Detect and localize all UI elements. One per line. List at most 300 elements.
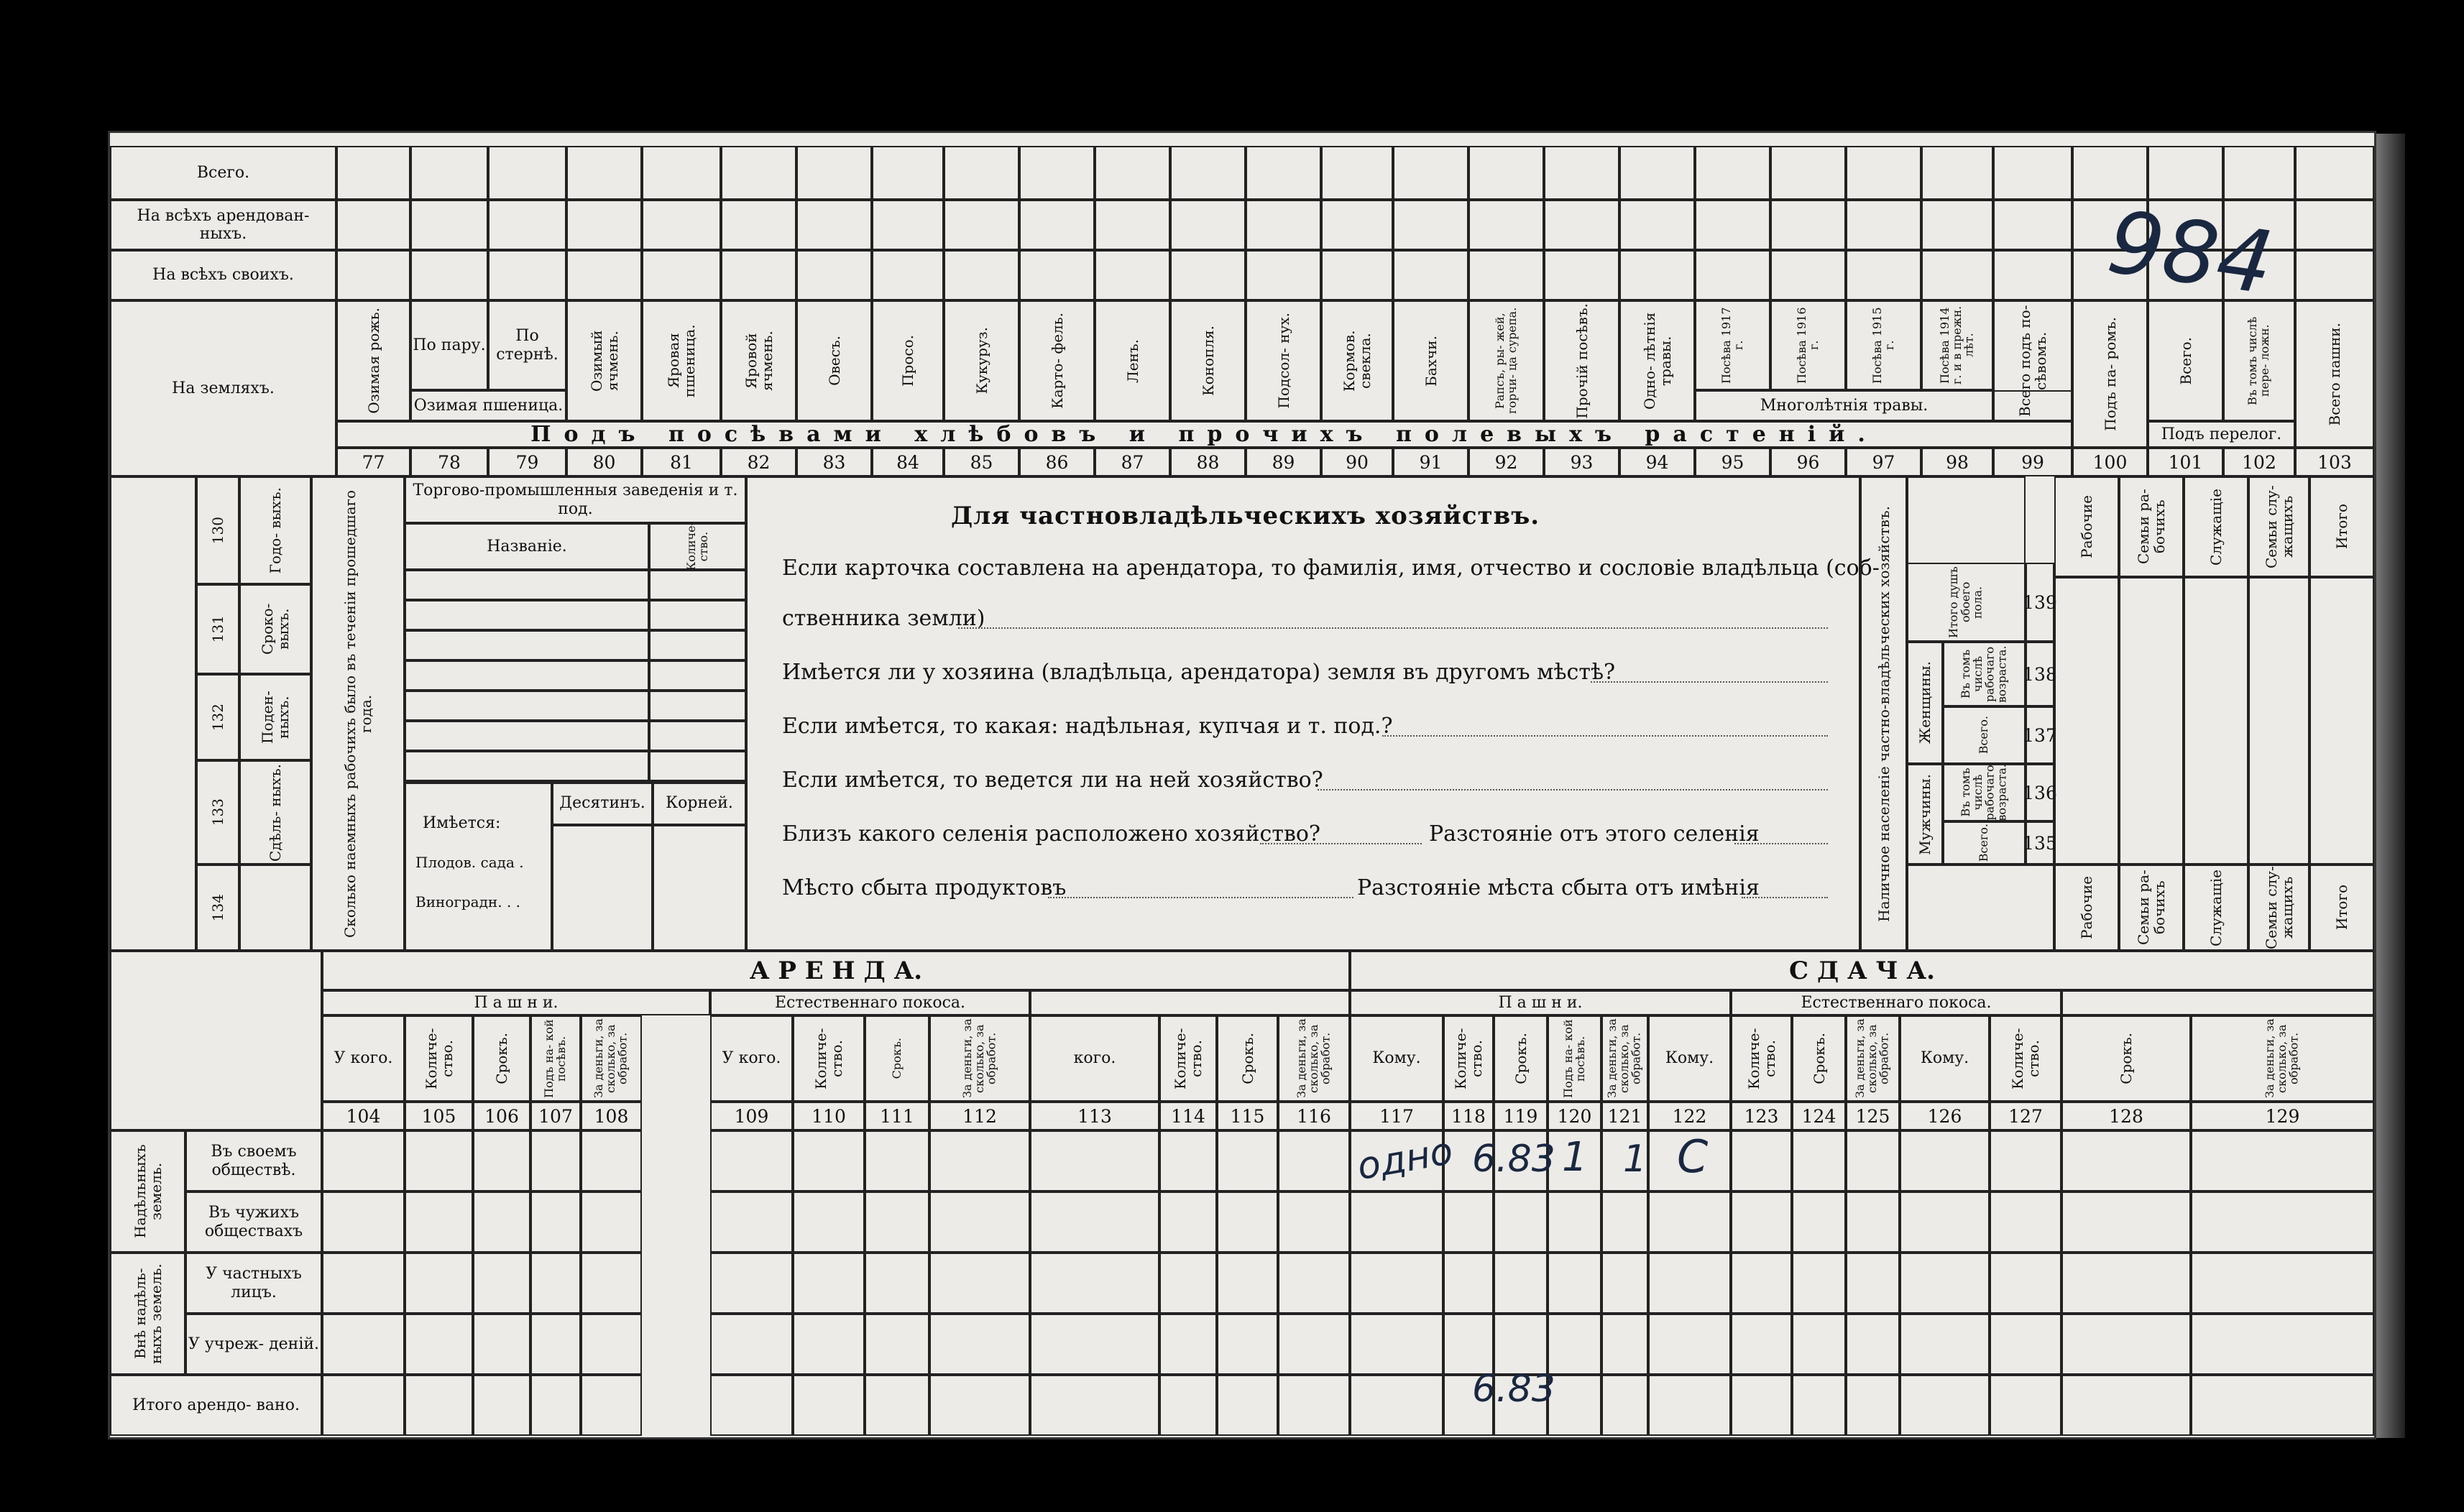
crop-number-91 <box>1393 448 1468 476</box>
row-v-chuzhih <box>185 1191 322 1253</box>
perelog-label-label: Подъ перелог. <box>2161 425 2282 443</box>
hw-pod-posev: 1 <box>1623 1138 1647 1181</box>
arenda-number-124-label: 124 <box>1801 1105 1836 1127</box>
crop-total-cell <box>2148 146 2223 200</box>
crop-total-cell <box>1619 250 1695 300</box>
population-col-bottom-0 <box>2054 865 2119 951</box>
row-arendovannyh-label: На всѣхъ арендован- ныхъ. <box>137 206 310 243</box>
arenda-pokos-label: Естественнаго покоса. <box>774 993 965 1012</box>
arenda-header-123 <box>1731 1015 1792 1102</box>
crop-total-cell <box>2072 146 2148 200</box>
crop-total-cell <box>872 200 944 250</box>
trade-row-qty <box>649 570 746 600</box>
pop-number-136 <box>2023 764 2057 821</box>
crop-header-83-label: Овесъ. <box>825 336 843 386</box>
arenda-header-107-label: Подъ на- кой посѣвъ. <box>542 1019 568 1098</box>
crop-total-cell <box>642 146 721 200</box>
arenda-value-cell <box>405 1191 473 1253</box>
arenda-number-118-label: 118 <box>1451 1105 1486 1127</box>
crop-total-cell <box>488 250 566 300</box>
crop-total-cell <box>1170 250 1246 300</box>
arenda-header-118-label: Количе- ство. <box>1452 1028 1485 1089</box>
arenda-value-cell <box>1217 1191 1278 1253</box>
population-col-bottom-1-label: Семьи ра- бочихъ <box>2135 870 2168 946</box>
arenda-value-cell <box>1278 1375 1350 1436</box>
arenda-header-113 <box>1030 1015 1159 1102</box>
sdacha-title-label: С Д А Ч А. <box>1789 956 1935 985</box>
arenda-header-106 <box>473 1015 530 1102</box>
crop-total-cell <box>721 250 796 300</box>
crop-header-84 <box>872 300 944 421</box>
row-v-chuzhih-label: Въ чужихъ обществахъ <box>204 1204 303 1240</box>
perelog-label <box>2148 421 2295 448</box>
trade-header <box>405 476 746 523</box>
trade-qty-col <box>649 523 746 570</box>
worker-number-132-label: 132 <box>209 703 226 732</box>
arenda-value-cell <box>405 1375 473 1436</box>
arenda-value-cell <box>1159 1130 1217 1191</box>
question-5b: Разстояніе отъ этого селенія <box>1429 821 1760 847</box>
arenda-number-127-label: 127 <box>2008 1105 2043 1127</box>
arenda-value-cell <box>581 1253 642 1314</box>
crop-total-cell <box>1019 200 1095 250</box>
arenda-value-cell <box>1443 1253 1494 1314</box>
korney-col-label: Корней. <box>666 794 733 813</box>
arenda-header-126-label: Кому. <box>1920 1049 1969 1068</box>
population-col-bottom-2-label: Служащіе <box>2207 869 2225 946</box>
arenda-value-cell <box>1900 1191 1990 1253</box>
crop-header-94-label: Одно- лѣтнія травы. <box>1640 312 1674 410</box>
crop-total-cell <box>1695 250 1770 300</box>
crop-total-cell <box>796 250 872 300</box>
crop-header-95-label: Посѣва 1917 г. <box>1719 307 1745 384</box>
handwritten-sheet-number: 984 <box>2102 192 2279 315</box>
arenda-value-cell <box>581 1314 642 1375</box>
trade-qty-col-label: Количе- ство. <box>684 522 710 571</box>
crop-number-82-label: 82 <box>747 451 771 473</box>
crop-header-100 <box>2072 300 2148 448</box>
population-col-bottom-3-label: Семьи слу- жащихъ <box>2262 866 2296 949</box>
population-col-top-1-label: Семьи ра- бочихъ <box>2135 489 2168 565</box>
row-v-svoem <box>185 1130 322 1191</box>
crop-number-95 <box>1695 448 1770 476</box>
arenda-value-cell <box>1548 1191 1601 1253</box>
mnogoletnie-travy-label-label: Многолѣтнія травы. <box>1760 396 1929 415</box>
arenda-value-cell <box>710 1130 793 1191</box>
arenda-value-cell <box>2061 1253 2191 1314</box>
zhen-vsego-label-label: Всего. <box>1977 716 1991 755</box>
crop-header-89 <box>1246 300 1321 421</box>
arenda-pokos <box>710 990 1030 1015</box>
arenda-value-cell <box>1648 1253 1731 1314</box>
arenda-value-cell <box>1030 1253 1159 1314</box>
desyatin-values <box>552 825 653 951</box>
arenda-value-cell <box>473 1253 530 1314</box>
pop-number-138-label: 138 <box>2023 663 2057 685</box>
arenda-number-126-label: 126 <box>1927 1105 1962 1127</box>
crop-number-98 <box>1921 448 1993 476</box>
answer-line-5b <box>1734 843 1828 844</box>
arenda-value-cell <box>1350 1253 1443 1314</box>
crop-total-cell <box>1846 250 1921 300</box>
arenda-value-cell <box>1792 1375 1846 1436</box>
crop-total-cell <box>1921 146 1993 200</box>
arenda-number-109 <box>710 1102 793 1130</box>
private-title: Для частновладѣльческихъ хозяйствъ. <box>951 502 1540 530</box>
sowing-band <box>336 421 2072 448</box>
trade-row-qty <box>649 660 746 691</box>
arenda-number-112 <box>929 1102 1030 1130</box>
pop-number-137-label: 137 <box>2023 724 2057 746</box>
crop-header-103-label: Всего пашни. <box>2326 322 2343 426</box>
crop-number-78 <box>410 448 488 476</box>
crop-header-79-label: По стернѣ. <box>496 327 558 364</box>
arenda-number-112-label: 112 <box>962 1105 997 1127</box>
arenda-value-cell <box>929 1191 1030 1253</box>
zhenshchiny-label <box>1907 642 1943 764</box>
arenda-header-119 <box>1494 1015 1548 1102</box>
arenda-number-111-label: 111 <box>880 1105 914 1127</box>
zhen-vsego-label <box>1943 706 2026 764</box>
crop-header-101-label: Всего. <box>2176 336 2194 385</box>
crop-header-96 <box>1770 300 1846 390</box>
arenda-value-cell <box>929 1253 1030 1314</box>
crop-header-87-label: Ленъ. <box>1123 338 1141 383</box>
crop-number-90 <box>1321 448 1393 476</box>
worker-type-empty <box>239 865 311 951</box>
arenda-header-123-label: Количе- ство. <box>1744 1028 1778 1089</box>
question-6b: Разстояніе мѣста сбыта отъ имѣнія <box>1357 875 1760 900</box>
crop-header-86-label: Карто- фель. <box>1048 313 1066 409</box>
crop-number-88-label: 88 <box>1196 451 1220 473</box>
crop-total-cell <box>642 250 721 300</box>
arenda-number-117 <box>1350 1102 1443 1130</box>
arenda-value-cell <box>1846 1191 1900 1253</box>
arenda-value-cell <box>1731 1253 1792 1314</box>
arenda-header-121 <box>1601 1015 1648 1102</box>
arenda-value-cell <box>1846 1253 1900 1314</box>
crop-number-97-label: 97 <box>1872 451 1895 473</box>
arenda-value-cell <box>1900 1253 1990 1314</box>
crop-number-94-label: 94 <box>1645 451 1669 473</box>
crop-number-84 <box>872 448 944 476</box>
arenda-number-127 <box>1990 1102 2061 1130</box>
arenda-value-cell <box>1030 1314 1159 1375</box>
arenda-number-129 <box>2191 1102 2374 1130</box>
arenda-header-110-label: Количе- ство. <box>812 1028 845 1089</box>
arenda-value-cell <box>1278 1314 1350 1375</box>
population-value-0 <box>2054 577 2119 865</box>
worker-number-134 <box>196 865 239 951</box>
crop-number-98-label: 98 <box>1946 451 1969 473</box>
row-itogo-arendovano-label: Итого арендо- вано. <box>132 1396 300 1414</box>
crop-total-cell <box>1619 146 1695 200</box>
row-svoih <box>110 250 336 300</box>
muzhchiny-label-label: Мужчины. <box>1916 773 1934 855</box>
sdacha-title <box>1350 951 2374 990</box>
crop-number-97 <box>1846 448 1921 476</box>
crop-number-102 <box>2223 448 2295 476</box>
population-col-top-2-label: Служащіе <box>2207 488 2225 566</box>
crop-total-cell <box>796 200 872 250</box>
arenda-header-126 <box>1900 1015 1990 1102</box>
crop-total-cell <box>796 146 872 200</box>
arenda-number-114 <box>1159 1102 1217 1130</box>
group-vne-nadelnyh <box>110 1253 185 1375</box>
crop-number-81 <box>642 448 721 476</box>
sad-label: Плодов. сада . <box>415 854 524 871</box>
row-arendovannyh <box>110 200 336 250</box>
crop-total-cell <box>1921 250 1993 300</box>
crop-total-cell <box>1993 250 2072 300</box>
crop-total-cell <box>944 200 1019 250</box>
crop-header-97-label: Посѣва 1915 г. <box>1870 307 1896 384</box>
muzh-vsego-label <box>1943 821 2026 865</box>
crop-total-cell <box>336 146 410 200</box>
arenda-value-cell <box>2191 1191 2374 1253</box>
population-col-bottom-4-label: Итого <box>2333 885 2350 931</box>
crop-number-95-label: 95 <box>1721 451 1744 473</box>
row-itogo-arendovano <box>110 1375 322 1436</box>
arenda-header-107 <box>530 1015 581 1102</box>
crop-number-94 <box>1619 448 1695 476</box>
imeetsya-label: Имѣется: <box>423 814 501 832</box>
arenda-value-cell <box>530 1191 581 1253</box>
crop-total-cell <box>1321 200 1393 250</box>
crop-total-cell <box>1619 200 1695 250</box>
arenda-value-cell <box>1601 1375 1648 1436</box>
crop-header-77-label: Озимая рожь. <box>364 308 382 414</box>
arenda-header-108-label: За деньги, за сколько, за обработ. <box>592 1018 630 1099</box>
crop-header-77 <box>336 300 410 421</box>
crop-number-84-label: 84 <box>896 451 919 473</box>
arenda-number-113 <box>1030 1102 1159 1130</box>
arenda-number-128 <box>2061 1102 2191 1130</box>
worker-type-2-label: Поден- ныхъ. <box>259 691 292 744</box>
crop-number-78-label: 78 <box>438 451 461 473</box>
worker-left-margin <box>110 476 196 951</box>
arenda-value-cell <box>1350 1314 1443 1375</box>
crop-number-80 <box>566 448 642 476</box>
arenda-value-cell <box>1648 1314 1731 1375</box>
crop-number-99 <box>1993 448 2072 476</box>
crop-header-87 <box>1095 300 1170 421</box>
arenda-number-126 <box>1900 1102 1990 1130</box>
crop-header-103 <box>2295 300 2374 448</box>
arenda-value-cell <box>1217 1375 1278 1436</box>
crop-total-cell <box>2295 200 2374 250</box>
arenda-value-cell <box>1548 1314 1601 1375</box>
crop-total-cell <box>566 250 642 300</box>
crop-header-98 <box>1921 300 1993 390</box>
arenda-value-cell <box>2191 1130 2374 1191</box>
arenda-header-108 <box>581 1015 642 1102</box>
korney-values <box>653 825 746 951</box>
arenda-value-cell <box>710 1253 793 1314</box>
arenda-header-129-label: За деньги, за сколько, за обработ. <box>2263 1018 2301 1099</box>
arenda-header-115-label: Срокъ. <box>1238 1033 1256 1084</box>
arenda-value-cell <box>1548 1253 1601 1314</box>
arenda-value-cell <box>405 1130 473 1191</box>
crop-number-86-label: 86 <box>1045 451 1069 473</box>
crop-number-85-label: 85 <box>970 451 993 473</box>
population-col-top-3 <box>2248 476 2309 577</box>
crop-total-cell <box>1393 146 1468 200</box>
crop-number-90-label: 90 <box>1346 451 1369 473</box>
crop-total-cell <box>1468 146 1544 200</box>
crop-total-cell <box>1170 146 1246 200</box>
population-col-top-3-label: Семьи слу- жащихъ <box>2262 485 2296 568</box>
arenda-value-cell <box>1278 1253 1350 1314</box>
arenda-number-104 <box>322 1102 405 1130</box>
population-value-3 <box>2248 577 2309 865</box>
arenda-value-cell <box>2061 1191 2191 1253</box>
arenda-value-cell <box>710 1314 793 1375</box>
sdacha-pashni <box>1350 990 1731 1015</box>
arenda-value-cell <box>1900 1130 1990 1191</box>
crop-total-cell <box>1770 146 1846 200</box>
crop-header-93-label: Прочій посѣвъ. <box>1573 303 1591 419</box>
crop-header-94 <box>1619 300 1695 421</box>
arenda-header-112-label: За деньги, за сколько, за обработ. <box>960 1018 998 1099</box>
crop-total-cell <box>2223 146 2295 200</box>
crop-header-93 <box>1544 300 1619 421</box>
arenda-header-118 <box>1443 1015 1494 1102</box>
population-col-top-2 <box>2184 476 2248 577</box>
worker-number-131-label: 131 <box>209 615 226 643</box>
group-vne-nadelnyh-label: Внѣ надѣль- ныхъ земель. <box>131 1263 165 1364</box>
arenda-value-cell <box>530 1130 581 1191</box>
korney-col <box>653 782 746 825</box>
arenda-value-cell <box>1217 1130 1278 1191</box>
arenda-header-129 <box>2191 1015 2374 1102</box>
arenda-number-107 <box>530 1102 581 1130</box>
question-3: Если имѣется, то какая: надѣльная, купчая и т. под.? <box>782 714 1393 739</box>
arenda-number-109-label: 109 <box>734 1105 769 1127</box>
arenda-corner <box>110 951 322 1130</box>
arenda-value-cell <box>1731 1130 1792 1191</box>
muzh-vsego-label-label: Всего. <box>1977 824 1991 862</box>
row-vsego-label: Всего. <box>196 163 250 182</box>
arenda-value-cell <box>1846 1375 1900 1436</box>
sowing-band-label: Подъ посѣвами хлѣбовъ и прочихъ полевыхъ растеній. <box>530 422 1878 447</box>
arenda-header-105 <box>405 1015 473 1102</box>
population-col-bottom-0-label: Рабочие <box>2078 876 2095 939</box>
population-col-top-4-label: Итого <box>2333 504 2350 550</box>
crop-header-97 <box>1846 300 1921 390</box>
pop-number-139 <box>2023 563 2057 642</box>
itogo-dush-label-label: Итого душъ обоего пола. <box>1946 566 1985 638</box>
answer-line-3 <box>1382 735 1828 737</box>
population-value-2 <box>2184 577 2248 865</box>
arenda-header-105-label: Количе- ство. <box>422 1028 456 1089</box>
group-nadelnyh <box>110 1130 185 1253</box>
answer-line-6b <box>1742 897 1828 898</box>
group-nadelnyh-label: Надѣльныхъ земель. <box>131 1144 165 1239</box>
crop-number-83-label: 83 <box>822 451 846 473</box>
crop-total-cell <box>1393 200 1468 250</box>
arenda-header-128-label: Срокъ. <box>2118 1033 2135 1084</box>
arenda-value-cell <box>1278 1191 1350 1253</box>
arenda-value-cell <box>473 1314 530 1375</box>
arenda-number-108-label: 108 <box>594 1105 629 1127</box>
crop-total-cell <box>1695 200 1770 250</box>
population-col-top-4 <box>2309 476 2374 577</box>
arenda-header-114-label: Количе- ство. <box>1172 1028 1205 1089</box>
arenda-number-111 <box>865 1102 929 1130</box>
arenda-value-cell <box>1900 1314 1990 1375</box>
arenda-number-115 <box>1217 1102 1278 1130</box>
trade-row-qty <box>649 691 746 721</box>
crop-total-cell <box>488 146 566 200</box>
arenda-value-cell <box>1159 1375 1217 1436</box>
arenda-value-cell <box>1350 1375 1443 1436</box>
crop-total-cell <box>1170 200 1246 250</box>
arenda-value-cell <box>1350 1191 1443 1253</box>
arenda-header-119-label: Срокъ. <box>1512 1033 1530 1084</box>
arenda-number-115-label: 115 <box>1230 1105 1265 1127</box>
arenda-value-cell <box>1030 1375 1159 1436</box>
crop-number-87 <box>1095 448 1170 476</box>
crop-header-91 <box>1393 300 1468 421</box>
crop-total-cell <box>721 200 796 250</box>
crop-total-cell <box>1544 146 1619 200</box>
row-u-uchrezhdeniy-label: У учреж- деній. <box>188 1334 320 1353</box>
desyatin-col-label: Десятинъ. <box>559 794 645 813</box>
arenda-header-115 <box>1217 1015 1278 1102</box>
arenda-value-cell <box>530 1253 581 1314</box>
crop-number-100-label: 100 <box>2092 451 2128 473</box>
worker-number-131 <box>196 584 239 674</box>
answer-line-5a <box>1260 843 1422 844</box>
muzh-vtom-label <box>1943 764 2026 821</box>
arenda-header-125 <box>1846 1015 1900 1102</box>
arenda-header-122-label: Кому. <box>1665 1049 1714 1068</box>
crop-header-filler <box>1993 390 2072 421</box>
arenda-pashni <box>322 990 710 1015</box>
arenda-value-cell <box>929 1375 1030 1436</box>
question-1a: Если карточка составлена на арендатора, то фамилія, имя, отчество и сословіе владѣльца (соб- <box>782 556 1880 581</box>
arenda-value-cell <box>1990 1130 2061 1191</box>
arenda-value-cell <box>1217 1253 1278 1314</box>
crop-header-88-label: Конопля. <box>1199 326 1217 396</box>
crop-total-cell <box>721 146 796 200</box>
zhenshchiny-label-label: Женщины. <box>1916 661 1934 745</box>
arenda-value-cell <box>929 1130 1030 1191</box>
muzhchiny-label <box>1907 764 1943 865</box>
arenda-number-120 <box>1548 1102 1601 1130</box>
arenda-value-cell <box>581 1375 642 1436</box>
crop-total-cell <box>1019 146 1095 200</box>
arenda-value-cell <box>1731 1375 1792 1436</box>
arenda-number-119 <box>1494 1102 1548 1130</box>
arenda-value-cell <box>865 1375 929 1436</box>
crop-header-95 <box>1695 300 1770 390</box>
crop-header-78 <box>410 300 488 390</box>
crop-total-cell <box>1393 250 1468 300</box>
crop-total-cell <box>1993 200 2072 250</box>
arenda-value-cell <box>1601 1253 1648 1314</box>
arenda-value-cell <box>710 1375 793 1436</box>
arenda-header-111-label: Срокъ. <box>889 1038 904 1079</box>
arenda-title <box>322 951 1350 990</box>
arenda-pashni-label: П а ш н и. <box>474 993 558 1012</box>
crop-total-cell <box>336 200 410 250</box>
trade-row <box>405 630 649 660</box>
crop-number-96-label: 96 <box>1796 451 1820 473</box>
trade-name-col <box>405 523 649 570</box>
trade-row-qty <box>649 721 746 751</box>
